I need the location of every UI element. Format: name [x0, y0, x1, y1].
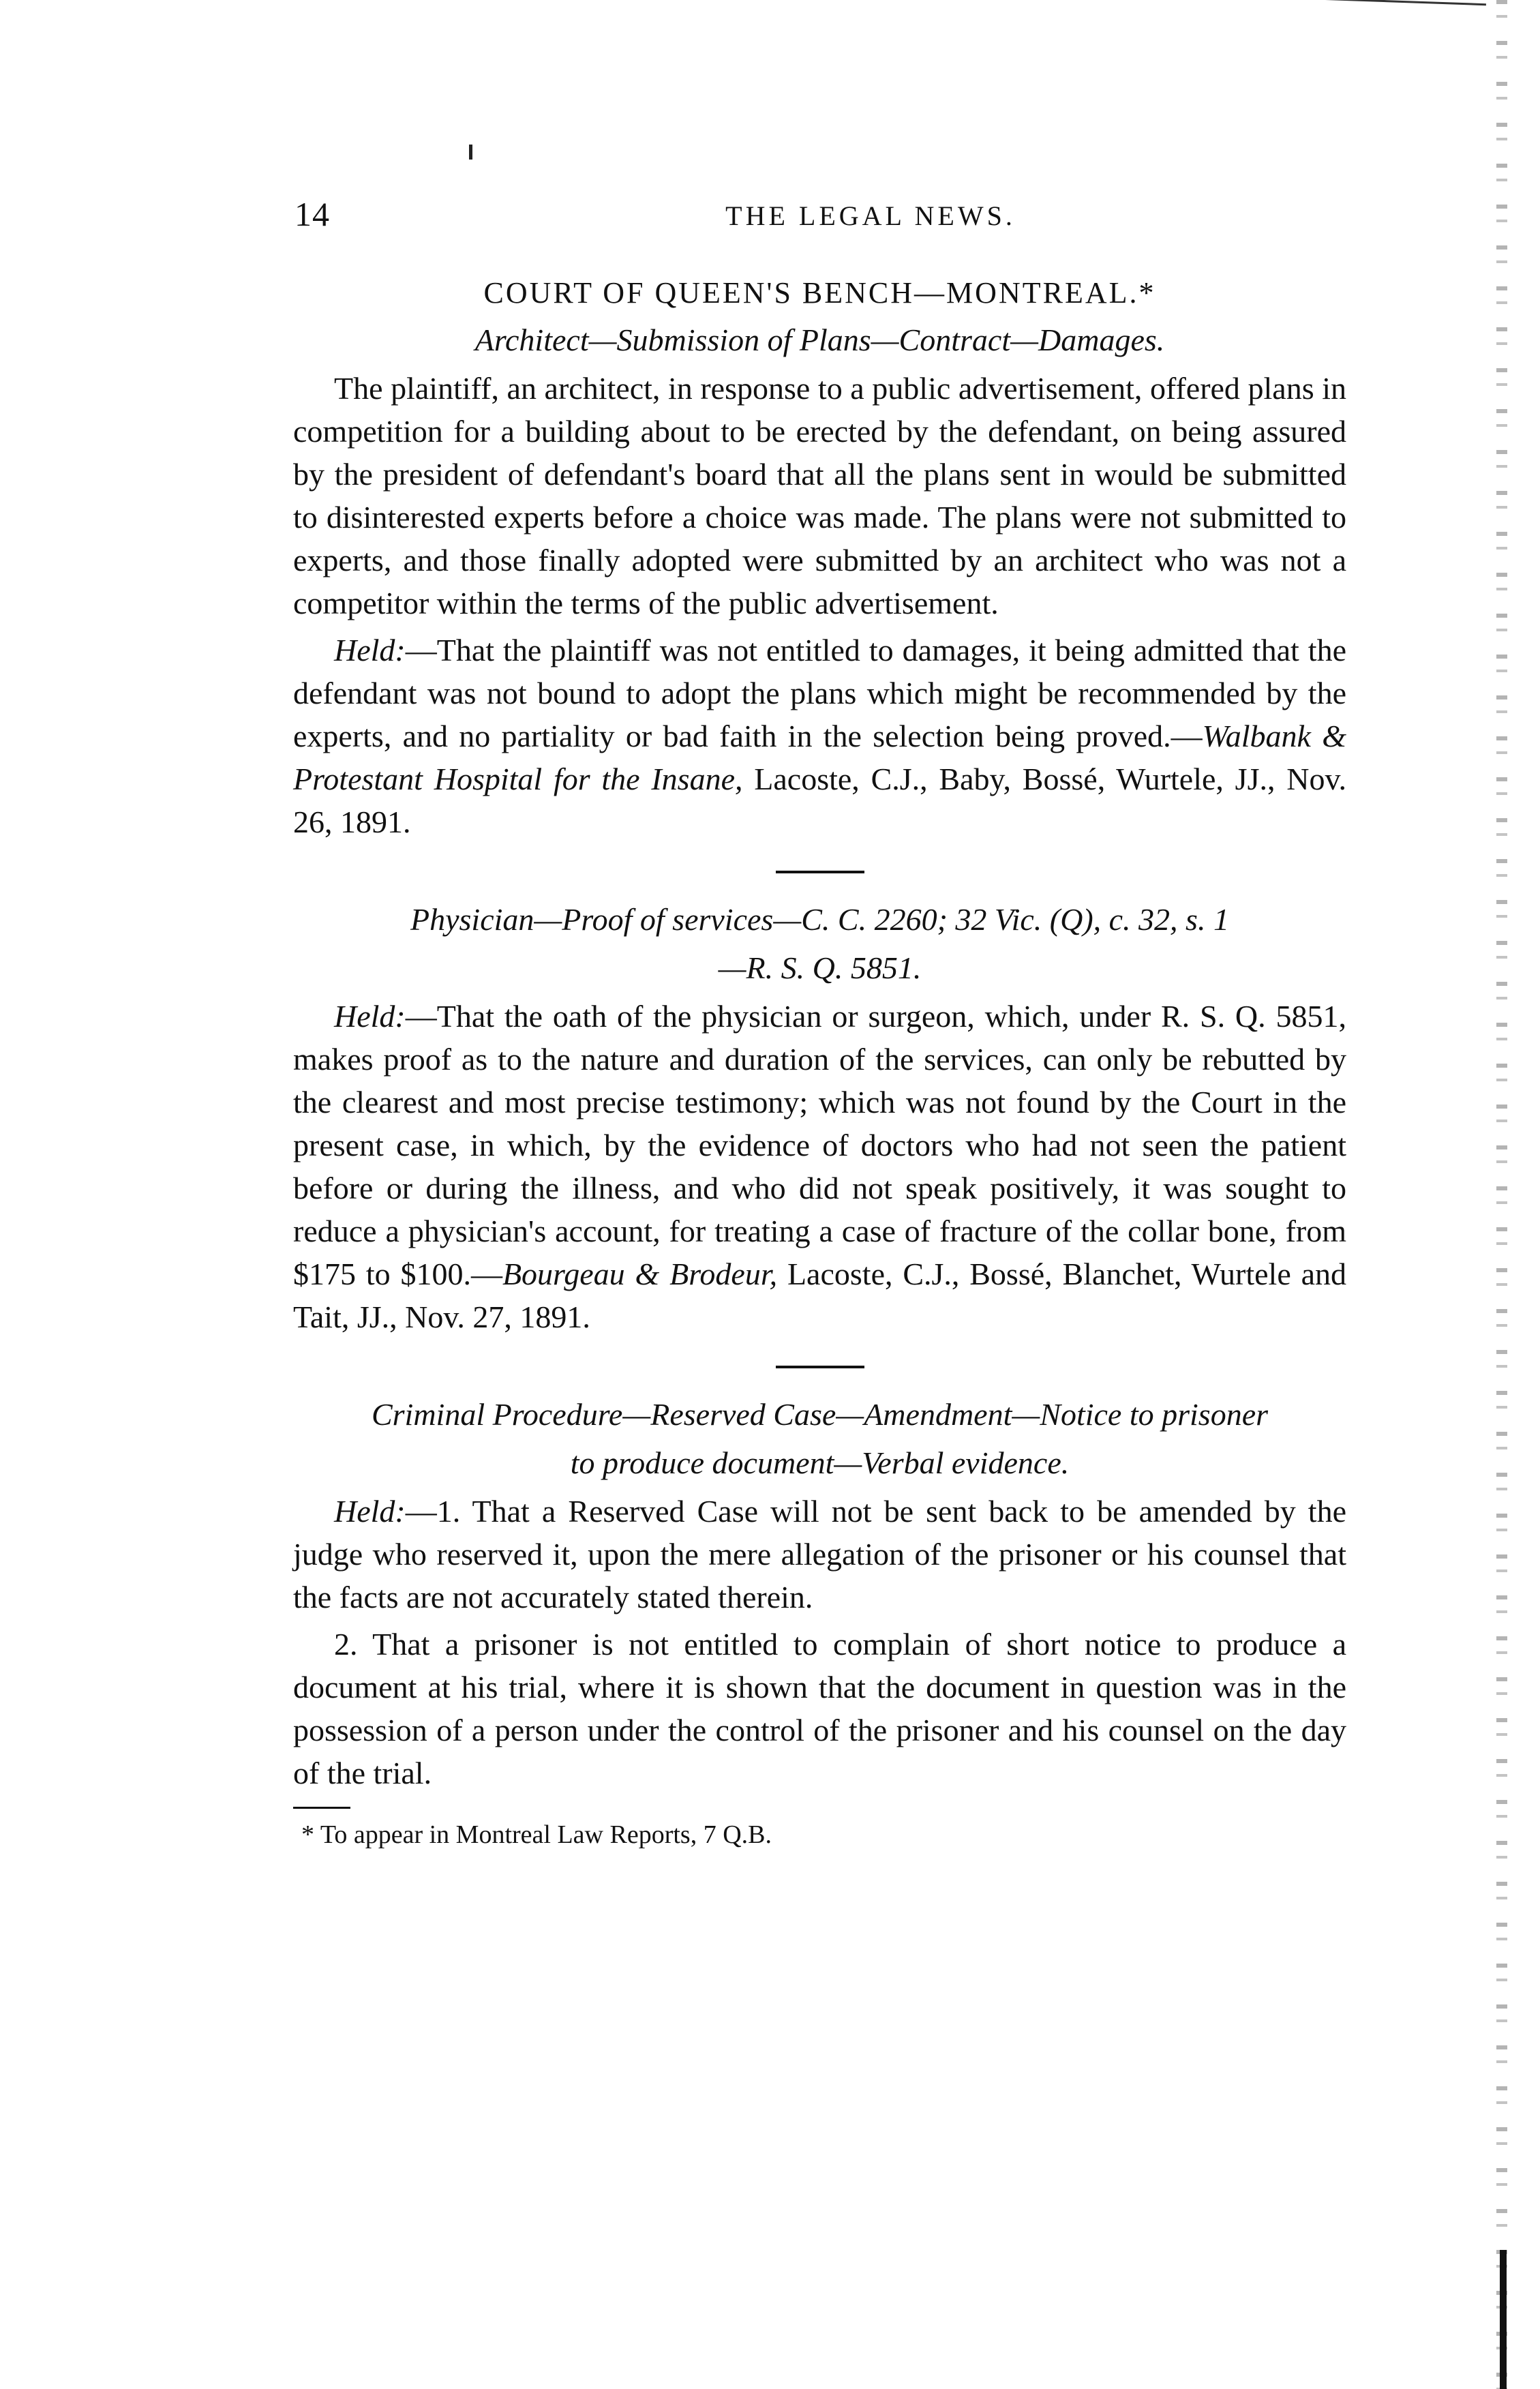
- case-subheading-continued: to produce document—Verbal evidence.: [570, 1445, 1070, 1480]
- scan-artifact-tick: [469, 145, 472, 160]
- held-text: —That the oath of the physician or surgeon, which, under R. S. Q. 5851, makes proof as to the nature and duration of the services, can only be rebutted by the clearest and most precise testimony; which was not found by the Court in the present case, in which, by the evidence of doctors who had not seen the patient before or during the illness, and who did not speak positively, it was sought to reduce a physician's account, for treating a case of fracture of the collar bone, from $175 to $100.—: [293, 999, 1346, 1291]
- case-subheading-continued: —R. S. Q. 5851.: [718, 950, 922, 985]
- scan-artifact-edge: [1496, 0, 1507, 2389]
- held-paragraph: [293, 1490, 1346, 1619]
- held-paragraph: [293, 995, 1346, 1338]
- court-heading: COURT OF QUEEN'S BENCH—MONTREAL.*: [483, 276, 1156, 310]
- case-subheading: Architect—Submission of Plans—Contract—Damages.: [474, 322, 1165, 357]
- section-divider: [776, 1366, 864, 1368]
- scan-artifact-top: [1282, 0, 1486, 5]
- held-label: Held:: [334, 999, 406, 1034]
- scan-artifact-edge-solid: [1500, 2250, 1507, 2389]
- case-subheading: Criminal Procedure—Reserved Case—Amendment—Notice to prisoner: [371, 1397, 1269, 1432]
- page-content: [293, 271, 1346, 1851]
- held-label: Held:: [334, 1494, 406, 1529]
- case-citation: Lacoste, C.J., Baby, Bossé, Wurtele, JJ., Nov. 26, 1891.: [293, 762, 1346, 839]
- running-title: THE LEGAL NEWS.: [725, 200, 1016, 231]
- page-number: 14: [295, 195, 330, 233]
- case-subheading: Physician—Proof of services—C. C. 2260; 32 Vic. (Q), c. 32, s. 1: [410, 902, 1229, 937]
- case-name: Walbank & Protestant Hospital for the Insane,: [293, 719, 1346, 796]
- case-name: Bourgeau & Brodeur,: [502, 1257, 778, 1291]
- held-label: Held:: [334, 633, 406, 667]
- footnote: * To appear in Montreal Law Reports, 7 Q.B.: [301, 1820, 772, 1849]
- held-item-2: 2. That a prisoner is not entitled to complain of short notice to produce a document at his trial, where it is shown that the document in question was in the possession of a person under the control of the prisoner and his counsel on the day of the trial.: [293, 1627, 1346, 1790]
- held-paragraph: [293, 629, 1346, 843]
- case-citation: Lacoste, C.J., Bossé, Blanchet, Wurtele and Tait, JJ., Nov. 27, 1891.: [293, 1257, 1346, 1334]
- case-facts-paragraph: The plaintiff, an architect, in response to a public advertisement, offered plans in competition for a building about to be erected by the defendant, on being assured by the president of defendant's board that all the plans sent in would be submitted to disinterested experts before a choice was made. The plans were not submitted to experts, and those finally adopted were submitted by an architect who was not a competitor within the terms of the public advertisement.: [293, 371, 1346, 620]
- section-divider: [776, 871, 864, 873]
- held-text: —That the plaintiff was not entitled to damages, it being admitted that the defendant was not bound to adopt the plans which might be recommended by the experts, and no partiality or bad faith in the selection being proved.—: [293, 633, 1346, 753]
- footnote-divider: [293, 1807, 350, 1809]
- held-item-1: —1. That a Reserved Case will not be sent back to be amended by the judge who reserved it, upon the mere allegation of the prisoner or his counsel that the facts are not accurately stated therein.: [293, 1494, 1346, 1614]
- page-header: [295, 194, 1344, 249]
